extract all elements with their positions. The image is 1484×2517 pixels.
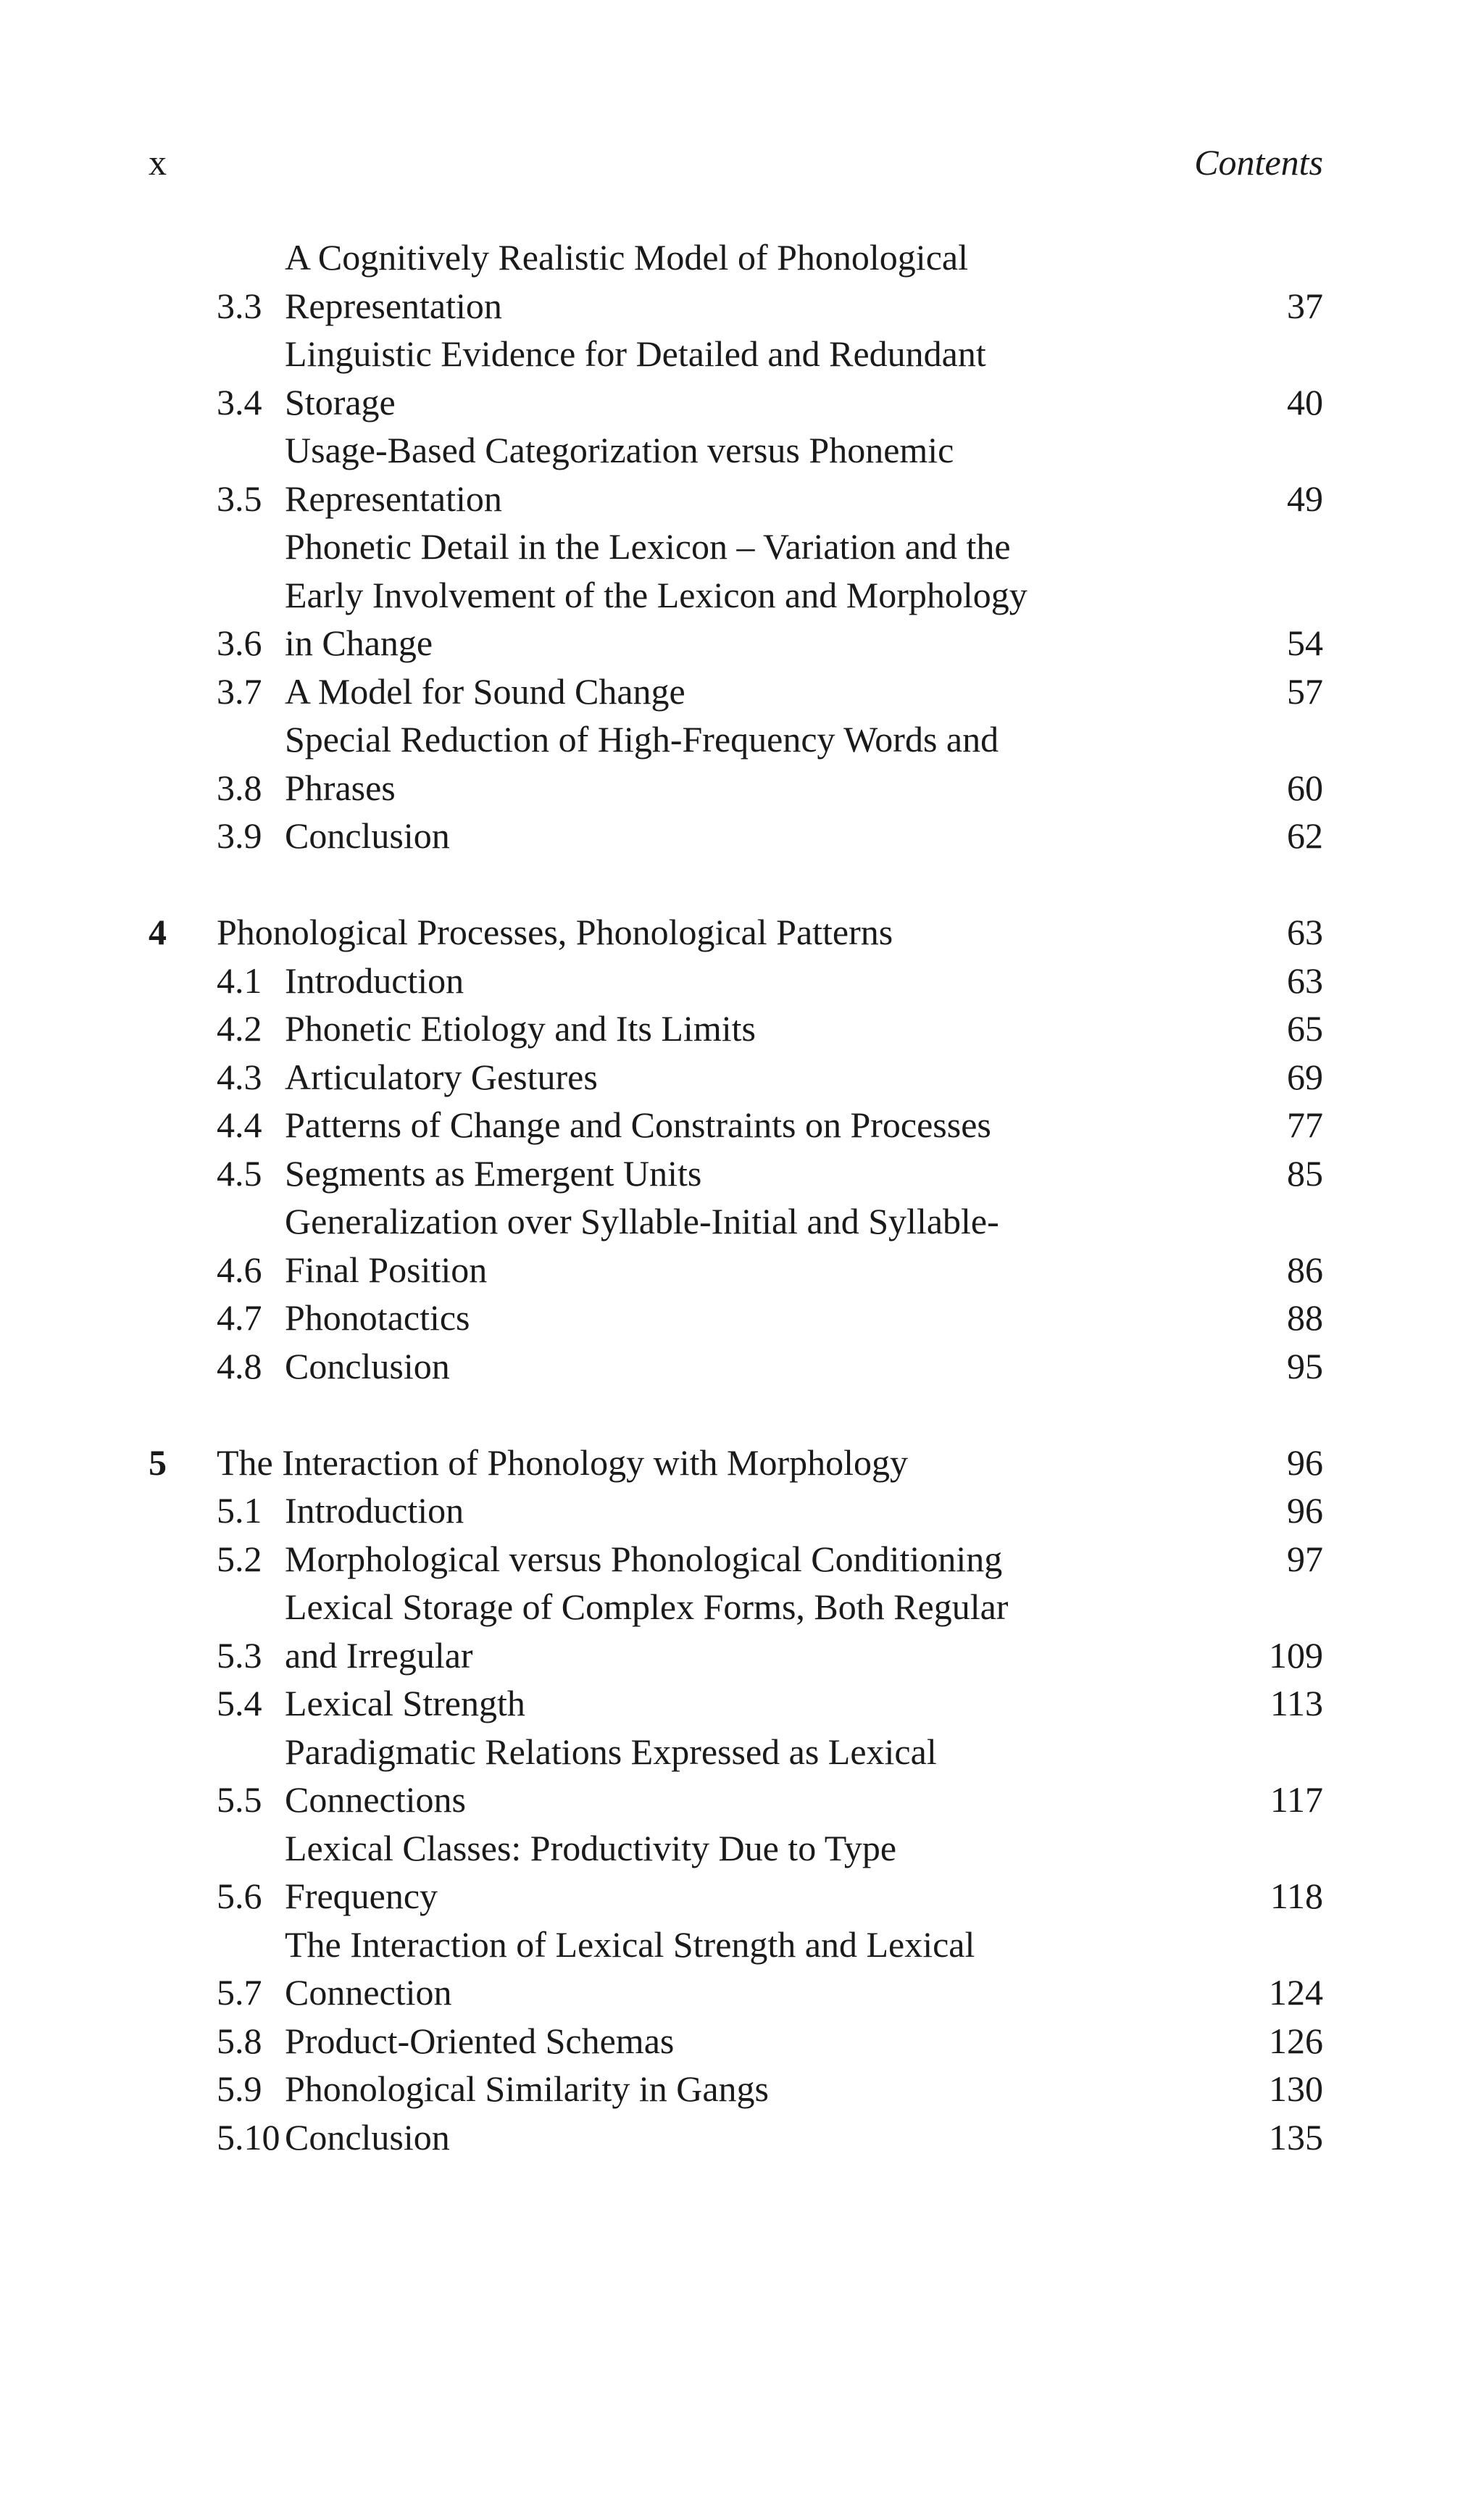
section-title (285, 2065, 1265, 2113)
section-title (285, 426, 1265, 523)
section-title-line: Linguistic Evidence for Detailed and Redundant (285, 333, 986, 374)
page-folio: x (149, 142, 167, 183)
section-number: 3.6 (217, 623, 262, 663)
section-number: 5.3 (217, 1634, 262, 1676)
section-title-line: Connection (285, 1972, 452, 2013)
section-number: 4.8 (217, 1345, 262, 1386)
section-title-line: The Interaction of Lexical Strength and Lexical (285, 1923, 975, 1965)
section-title (285, 1197, 1265, 1294)
toc-section-entry (149, 2113, 1323, 2162)
section-page-number: 124 (1269, 1972, 1323, 2013)
section-title-line: Patterns of Change and Constraints on Processes (285, 1104, 991, 1145)
section-title-line: Phonetic Etiology and Its Limits (285, 1008, 756, 1049)
section-page-number: 126 (1269, 2020, 1323, 2061)
toc-section-entry (149, 1583, 1323, 1679)
section-page-number: 69 (1287, 1056, 1323, 1097)
toc-section-entry (149, 523, 1323, 667)
section-title-line: Storage (285, 381, 396, 423)
toc-section-entry (149, 1197, 1323, 1294)
section-page-number: 49 (1287, 478, 1323, 519)
section-page-number: 40 (1287, 381, 1323, 423)
toc-section-entry (149, 957, 1323, 1005)
section-title (285, 667, 1265, 716)
section-title-line: Generalization over Syllable-Initial and Syllable- (285, 1201, 999, 1241)
toc-chapter-heading (149, 908, 1323, 957)
section-number: 3.5 (217, 478, 262, 519)
toc-chapter (149, 1439, 1323, 2162)
toc-section-entry (149, 1824, 1323, 1921)
page-header (149, 136, 1323, 188)
section-page-number: 97 (1287, 1538, 1323, 1579)
running-head: Contents (1194, 142, 1323, 183)
section-number: 4.3 (217, 1056, 262, 1097)
section-title (285, 1535, 1265, 1584)
section-number: 5.6 (217, 1876, 262, 1916)
section-title-line: Phonotactics (285, 1297, 470, 1338)
section-title (285, 523, 1265, 667)
section-title (285, 233, 1265, 330)
section-number: 4.6 (217, 1249, 262, 1290)
toc-section-entry (149, 426, 1323, 523)
section-title (285, 1921, 1265, 2017)
section-title-line: Representation (285, 478, 502, 519)
section-title-line: Usage-Based Categorization versus Phonemic (285, 430, 954, 470)
toc-section-entry (149, 1004, 1323, 1053)
section-title-line: Phonetic Detail in the Lexicon – Variation and the (285, 526, 1011, 567)
table-of-contents (149, 233, 1323, 2161)
section-page-number: 57 (1287, 670, 1323, 712)
toc-section-entry (149, 1679, 1323, 1728)
section-title-line: A Cognitively Realistic Model of Phonological (285, 237, 968, 278)
section-number: 4.7 (217, 1297, 262, 1338)
section-title-line: Articulatory Gestures (285, 1056, 598, 1097)
toc-section-entry (149, 1728, 1323, 1824)
section-title (285, 1824, 1265, 1921)
chapter-number: 4 (149, 912, 167, 952)
section-title (285, 715, 1265, 812)
section-title-line: Morphological versus Phonological Conditioning (285, 1538, 1003, 1579)
section-title-line: Representation (285, 285, 502, 326)
section-title (285, 1053, 1265, 1102)
toc-section-entry (149, 1921, 1323, 2017)
chapter-title: Phonological Processes, Phonological Patterns (217, 912, 893, 952)
section-page-number: 95 (1287, 1345, 1323, 1386)
toc-section-entry (149, 1101, 1323, 1149)
section-number: 5.10 (217, 2116, 280, 2158)
section-page-number: 113 (1270, 1683, 1323, 1723)
section-title (285, 1728, 1265, 1824)
section-title-line: Lexical Classes: Productivity Due to Type (285, 1827, 897, 1868)
section-page-number: 96 (1287, 1490, 1323, 1531)
section-page-number: 85 (1287, 1152, 1323, 1194)
section-number: 3.8 (217, 767, 262, 808)
toc-section-entry (149, 1342, 1323, 1391)
toc-chapter-heading (149, 1439, 1323, 1487)
section-title-line: Frequency (285, 1876, 438, 1916)
section-page-number: 86 (1287, 1249, 1323, 1290)
section-title-line: Introduction (285, 960, 464, 1001)
section-page-number: 117 (1270, 1779, 1323, 1820)
section-page-number: 37 (1287, 285, 1323, 326)
section-title (285, 1486, 1265, 1535)
section-title (285, 1294, 1265, 1342)
section-number: 4.4 (217, 1104, 262, 1145)
toc-chapter (149, 233, 1323, 860)
toc-section-entry (149, 1053, 1323, 1102)
toc-section-entry (149, 812, 1323, 860)
section-page-number: 62 (1287, 815, 1323, 856)
section-title-line: A Model for Sound Change (285, 670, 685, 712)
section-title-line: Phrases (285, 767, 396, 808)
section-number: 5.5 (217, 1779, 262, 1820)
section-title-line: Phonological Similarity in Gangs (285, 2068, 770, 2109)
section-page-number: 54 (1287, 623, 1323, 663)
toc-section-entry (149, 1149, 1323, 1198)
toc-section-entry (149, 330, 1323, 426)
section-page-number: 130 (1269, 2068, 1323, 2109)
section-title (285, 2113, 1265, 2162)
section-number: 5.7 (217, 1972, 262, 2013)
section-number: 4.1 (217, 960, 262, 1001)
section-title-line: Introduction (285, 1490, 464, 1531)
section-page-number: 60 (1287, 767, 1323, 808)
toc-section-entry (149, 1486, 1323, 1535)
section-title-line: Final Position (285, 1249, 488, 1290)
section-title (285, 1342, 1265, 1391)
section-title-line: Special Reduction of High-Frequency Words and (285, 719, 999, 760)
chapter-number: 5 (149, 1441, 167, 1483)
section-title (285, 812, 1265, 860)
toc-chapter (149, 908, 1323, 1390)
toc-section-entry (149, 2017, 1323, 2065)
toc-section-entry (149, 1294, 1323, 1342)
section-title-line: in Change (285, 623, 433, 663)
section-number: 5.4 (217, 1683, 262, 1723)
section-title-line: Segments as Emergent Units (285, 1152, 702, 1194)
section-title (285, 1149, 1265, 1198)
section-number: 3.3 (217, 285, 262, 326)
section-title-line: Early Involvement of the Lexicon and Morphology (285, 574, 1027, 615)
section-title-line: Product-Oriented Schemas (285, 2020, 675, 2061)
section-number: 3.4 (217, 381, 262, 423)
section-title (285, 1583, 1265, 1679)
section-title-line: Connections (285, 1779, 466, 1820)
toc-section-entry (149, 715, 1323, 812)
section-title (285, 330, 1265, 426)
section-page-number: 63 (1287, 960, 1323, 1001)
chapter-title: The Interaction of Phonology with Morphology (217, 1441, 909, 1483)
section-title-line: Lexical Storage of Complex Forms, Both Regular (285, 1586, 1009, 1627)
section-title-line: Paradigmatic Relations Expressed as Lexical (285, 1731, 937, 1772)
section-title (285, 2017, 1265, 2065)
section-page-number: 65 (1287, 1008, 1323, 1049)
toc-section-entry (149, 667, 1323, 716)
section-page-number: 88 (1287, 1297, 1323, 1338)
section-title-line: and Irregular (285, 1634, 473, 1676)
section-page-number: 135 (1269, 2116, 1323, 2158)
section-number: 4.2 (217, 1008, 262, 1049)
section-number: 4.5 (217, 1152, 262, 1194)
section-page-number: 118 (1270, 1876, 1323, 1916)
section-number: 5.1 (217, 1490, 262, 1531)
section-page-number: 77 (1287, 1104, 1323, 1145)
section-title-line: Conclusion (285, 815, 450, 856)
chapter-page-number: 63 (1287, 912, 1323, 952)
section-number: 5.8 (217, 2020, 262, 2061)
section-page-number: 109 (1269, 1634, 1323, 1676)
toc-section-entry (149, 233, 1323, 330)
section-number: 3.7 (217, 670, 262, 712)
chapter-page-number: 96 (1287, 1441, 1323, 1483)
section-title-line: Conclusion (285, 1345, 450, 1386)
section-title (285, 1101, 1265, 1149)
section-title-line: Conclusion (285, 2116, 450, 2158)
toc-section-entry (149, 1535, 1323, 1584)
section-title-line: Lexical Strength (285, 1683, 525, 1723)
section-title (285, 957, 1265, 1005)
section-title (285, 1004, 1265, 1053)
section-number: 5.9 (217, 2068, 262, 2109)
section-number: 5.2 (217, 1538, 262, 1579)
section-number: 3.9 (217, 815, 262, 856)
toc-section-entry (149, 2065, 1323, 2113)
section-title (285, 1679, 1265, 1728)
